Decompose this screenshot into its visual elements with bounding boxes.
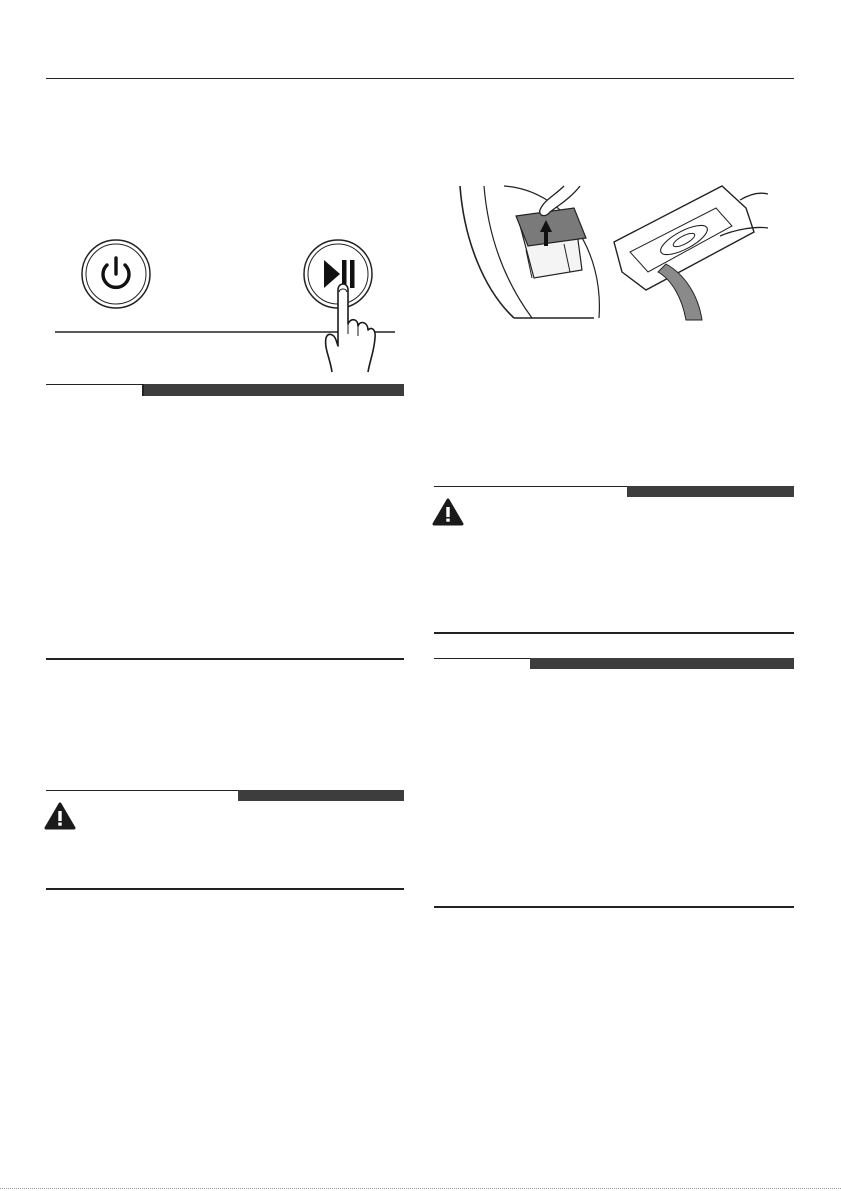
page-bottom-edge (0, 1188, 841, 1189)
warning-band-left (238, 790, 404, 801)
power-button[interactable] (80, 238, 152, 310)
warning-end-rule-left (46, 888, 404, 890)
section-band-left-1 (142, 384, 404, 396)
warning-end-rule-right (434, 632, 794, 634)
divider-right-1 (434, 906, 794, 908)
pointing-finger-icon (318, 268, 378, 378)
power-icon (80, 238, 152, 310)
section-band-right-1 (530, 658, 794, 669)
lint-filter-removal-illustration (454, 180, 774, 325)
divider-left-1 (46, 658, 404, 660)
warning-triangle-icon (44, 802, 76, 830)
warning-triangle-icon (432, 498, 464, 526)
band-tick (142, 384, 144, 396)
warning-band-right (627, 486, 794, 497)
header-rule (46, 78, 794, 79)
